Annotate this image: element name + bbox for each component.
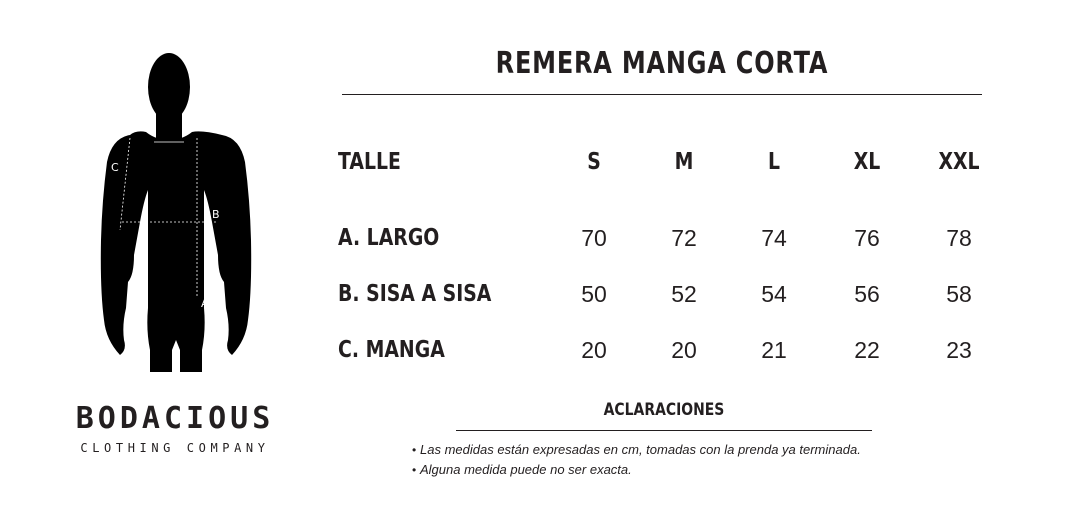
size-header-l: L	[767, 149, 781, 175]
marker-a: A	[201, 297, 209, 310]
brand-subtitle: CLOTHING COMPANY	[80, 441, 270, 455]
size-header-s: S	[587, 149, 601, 175]
table-cell: 50	[581, 281, 607, 307]
table-cell: 72	[671, 225, 697, 251]
page-title: REMERA MANGA CORTA	[495, 46, 829, 81]
size-header-xl: XL	[853, 149, 881, 175]
table-cell: 74	[761, 225, 787, 251]
table-cell: 78	[946, 225, 972, 251]
notes-list	[412, 440, 972, 480]
table-cell: 76	[854, 225, 880, 251]
table-cell: 20	[671, 337, 697, 363]
list-item	[412, 440, 972, 460]
table-cell: 20	[581, 337, 607, 363]
notes-divider	[456, 430, 872, 431]
table-cell: 52	[671, 281, 697, 307]
bullet-icon: •	[412, 463, 417, 477]
table-cell: 21	[761, 337, 787, 363]
table-cell: 56	[854, 281, 880, 307]
notes-title: ACLARACIONES	[603, 400, 725, 420]
note-text: Las medidas están expresadas en cm, tomadas con la prenda ya terminada.	[420, 442, 861, 457]
table-cell: 58	[946, 281, 972, 307]
bullet-icon: •	[412, 443, 417, 457]
table-row	[338, 330, 988, 370]
table-row	[338, 274, 988, 314]
brand-name: BODACIOUS	[75, 401, 275, 436]
title-divider	[342, 94, 982, 95]
silhouette-illustration	[92, 50, 262, 375]
size-header-xxl: XXL	[938, 149, 980, 175]
row-label-largo: A. LARGO	[338, 225, 440, 251]
table-cell: 54	[761, 281, 787, 307]
body-silhouette	[92, 50, 262, 375]
table-cell: 70	[581, 225, 607, 251]
brand-logo	[60, 402, 290, 458]
table-cell: 23	[946, 337, 972, 363]
marker-b: B	[212, 208, 220, 221]
table-row	[338, 218, 988, 258]
note-text: Alguna medida puede no ser exacta.	[420, 462, 632, 477]
marker-c: C	[111, 161, 119, 174]
size-header-row	[338, 142, 988, 182]
row-label-sisa: B. SISA A SISA	[338, 281, 492, 307]
list-item	[412, 460, 972, 480]
size-header-m: M	[674, 149, 694, 175]
size-header-label: TALLE	[338, 149, 401, 175]
row-label-manga: C. MANGA	[338, 337, 445, 363]
table-cell: 22	[854, 337, 880, 363]
